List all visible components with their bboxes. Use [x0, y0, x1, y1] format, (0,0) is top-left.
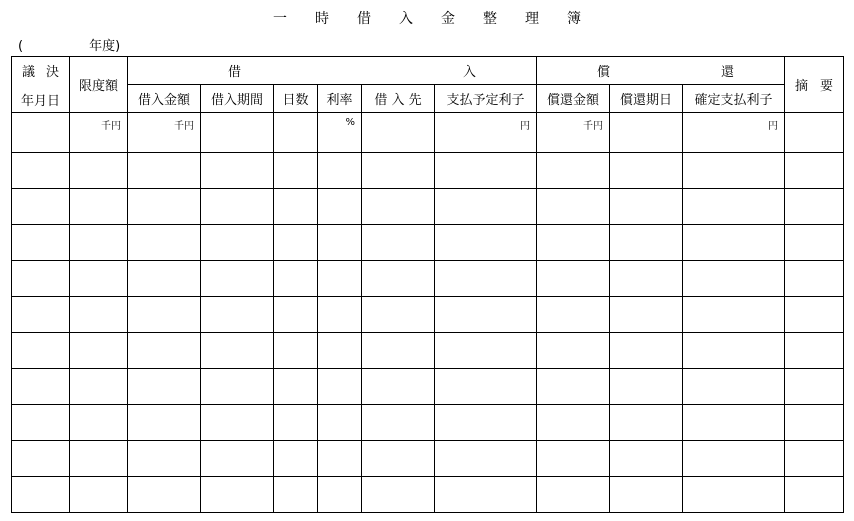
table-row: [12, 153, 844, 189]
table-cell: [610, 333, 683, 369]
header-resolution-date: [12, 57, 70, 113]
table-cell: [362, 261, 435, 297]
header-days: 日数: [274, 85, 318, 113]
table-cell: [318, 405, 362, 441]
table-cell: [128, 189, 201, 225]
table-row: [12, 477, 844, 513]
table-cell: [128, 441, 201, 477]
table-cell: [274, 225, 318, 261]
table-cell: [683, 153, 785, 189]
table-cell: [12, 153, 70, 189]
table-cell: [128, 153, 201, 189]
header-text: 入: [462, 65, 476, 80]
header-rate: 利率: [318, 85, 362, 113]
table-cell: [128, 225, 201, 261]
table-cell: [318, 153, 362, 189]
table-cell: [435, 225, 537, 261]
table-cell: [610, 405, 683, 441]
table-cell: [683, 369, 785, 405]
unit-limit: 千円: [70, 113, 128, 153]
table-cell: [274, 477, 318, 513]
table-cell: [610, 153, 683, 189]
header-text: 還: [721, 65, 735, 80]
table-cell: [683, 405, 785, 441]
table-cell: [435, 405, 537, 441]
table-cell: [785, 405, 844, 441]
table-cell: [70, 369, 128, 405]
header-remarks: [785, 57, 844, 113]
table-cell: [435, 477, 537, 513]
table-cell: [362, 333, 435, 369]
table-cell: [201, 477, 274, 513]
table-cell: [362, 225, 435, 261]
table-cell: [201, 113, 274, 153]
table-cell: [318, 333, 362, 369]
table-cell: [274, 153, 318, 189]
table-row: [12, 441, 844, 477]
unit-interest-final: 円: [683, 113, 785, 153]
table-cell: [12, 113, 70, 153]
title-char: 入: [399, 11, 413, 27]
table-cell: [201, 405, 274, 441]
table-cell: [435, 369, 537, 405]
table-cell: [610, 189, 683, 225]
table-cell: [70, 297, 128, 333]
header-repay-date: 償還期日: [610, 85, 683, 113]
table-cell: [12, 225, 70, 261]
unit-repay-amount: 千円: [537, 113, 610, 153]
table-cell: [70, 441, 128, 477]
table-cell: [201, 441, 274, 477]
table-cell: [683, 477, 785, 513]
table-cell: [610, 369, 683, 405]
table-cell: [70, 477, 128, 513]
table-cell: [435, 189, 537, 225]
table-cell: [70, 405, 128, 441]
table-cell: [610, 441, 683, 477]
table-cell: [318, 477, 362, 513]
header-interest-final: 確定支払利子: [683, 85, 785, 113]
table-row: [12, 297, 844, 333]
year-label: 年度): [89, 39, 121, 54]
table-cell: [12, 477, 70, 513]
table-cell: [362, 113, 435, 153]
fiscal-year-field: [18, 35, 120, 54]
table-cell: [610, 113, 683, 153]
table-cell: [318, 369, 362, 405]
header-lender: 借 入 先: [362, 85, 435, 113]
header-text: 償: [597, 65, 611, 80]
table-cell: [435, 261, 537, 297]
table-cell: [70, 225, 128, 261]
table-cell: [201, 189, 274, 225]
title-char: 時: [315, 11, 329, 27]
table-cell: [683, 261, 785, 297]
ledger-table: [11, 56, 844, 513]
table-cell: [201, 369, 274, 405]
table-cell: [128, 477, 201, 513]
header-text: 議: [22, 64, 36, 80]
table-cell: [274, 405, 318, 441]
table-cell: [683, 297, 785, 333]
table-cell: [785, 441, 844, 477]
table-cell: [683, 225, 785, 261]
year-open-paren: (: [18, 39, 24, 54]
table-cell: [537, 153, 610, 189]
table-cell: [362, 369, 435, 405]
table-row: [12, 261, 844, 297]
table-cell: [610, 297, 683, 333]
ledger-body: [12, 153, 844, 513]
table-cell: [435, 153, 537, 189]
table-cell: [274, 369, 318, 405]
table-cell: [274, 261, 318, 297]
table-cell: [537, 477, 610, 513]
table-cell: [12, 297, 70, 333]
unit-interest-planned: 円: [435, 113, 537, 153]
title-char: 金: [441, 11, 455, 27]
table-cell: [201, 261, 274, 297]
table-cell: [70, 153, 128, 189]
table-cell: [610, 261, 683, 297]
table-cell: [201, 297, 274, 333]
table-cell: [435, 441, 537, 477]
table-cell: [274, 189, 318, 225]
table-cell: [683, 333, 785, 369]
table-row: [12, 225, 844, 261]
table-cell: [70, 189, 128, 225]
table-cell: [128, 261, 201, 297]
header-repay-amount: 償還金額: [537, 85, 610, 113]
table-cell: [70, 333, 128, 369]
table-cell: [785, 225, 844, 261]
table-cell: [435, 297, 537, 333]
table-cell: [274, 441, 318, 477]
table-cell: [128, 405, 201, 441]
table-cell: [201, 333, 274, 369]
table-cell: [12, 441, 70, 477]
table-cell: [785, 297, 844, 333]
table-cell: [128, 333, 201, 369]
table-cell: [537, 441, 610, 477]
table-cell: [274, 113, 318, 153]
unit-amount: 千円: [128, 113, 201, 153]
table-cell: [785, 113, 844, 153]
table-row: [12, 333, 844, 369]
table-row: [12, 369, 844, 405]
table-cell: [537, 333, 610, 369]
table-cell: [785, 189, 844, 225]
title-char: 理: [525, 11, 539, 27]
table-cell: [201, 225, 274, 261]
table-cell: [362, 441, 435, 477]
table-cell: [362, 153, 435, 189]
title-char: 簿: [567, 11, 581, 27]
table-cell: [70, 261, 128, 297]
header-period: 借入期間: [201, 85, 274, 113]
table-row: [12, 113, 844, 153]
header-text: 摘: [795, 79, 809, 94]
table-cell: [785, 333, 844, 369]
header-borrowing: [128, 57, 537, 85]
table-cell: [12, 333, 70, 369]
table-cell: [785, 153, 844, 189]
table-cell: [362, 189, 435, 225]
table-cell: [537, 225, 610, 261]
table-cell: [610, 477, 683, 513]
table-cell: [12, 369, 70, 405]
table-cell: [318, 225, 362, 261]
table-cell: [362, 477, 435, 513]
table-cell: [274, 297, 318, 333]
table-cell: [537, 369, 610, 405]
unit-rate: %: [318, 113, 362, 153]
table-cell: [128, 369, 201, 405]
table-cell: [683, 441, 785, 477]
table-cell: [610, 225, 683, 261]
table-row: [12, 189, 844, 225]
header-limit: 限度額: [70, 57, 128, 113]
table-cell: [318, 297, 362, 333]
table-row: [12, 405, 844, 441]
header-interest-planned: 支払予定利子: [435, 85, 537, 113]
table-cell: [318, 189, 362, 225]
table-cell: [362, 405, 435, 441]
table-cell: [201, 153, 274, 189]
title-char: 一: [273, 11, 287, 27]
table-cell: [12, 405, 70, 441]
header-text: 要: [820, 79, 834, 94]
header-text: 借: [228, 65, 242, 80]
table-cell: [435, 333, 537, 369]
header-amount: 借入金額: [128, 85, 201, 113]
header-text: 決: [45, 64, 59, 80]
table-cell: [785, 477, 844, 513]
table-cell: [362, 297, 435, 333]
table-cell: [12, 261, 70, 297]
title-char: 整: [483, 11, 497, 27]
table-cell: [128, 297, 201, 333]
document-title: [0, 8, 854, 28]
table-cell: [318, 261, 362, 297]
title-char: 借: [357, 11, 371, 27]
table-cell: [785, 369, 844, 405]
table-cell: [537, 261, 610, 297]
header-repayment: [537, 57, 785, 85]
table-cell: [537, 189, 610, 225]
table-cell: [785, 261, 844, 297]
table-cell: [318, 441, 362, 477]
table-cell: [683, 189, 785, 225]
table-cell: [537, 297, 610, 333]
header-text: 年月日: [20, 93, 60, 109]
table-cell: [12, 189, 70, 225]
table-cell: [274, 333, 318, 369]
table-cell: [537, 405, 610, 441]
